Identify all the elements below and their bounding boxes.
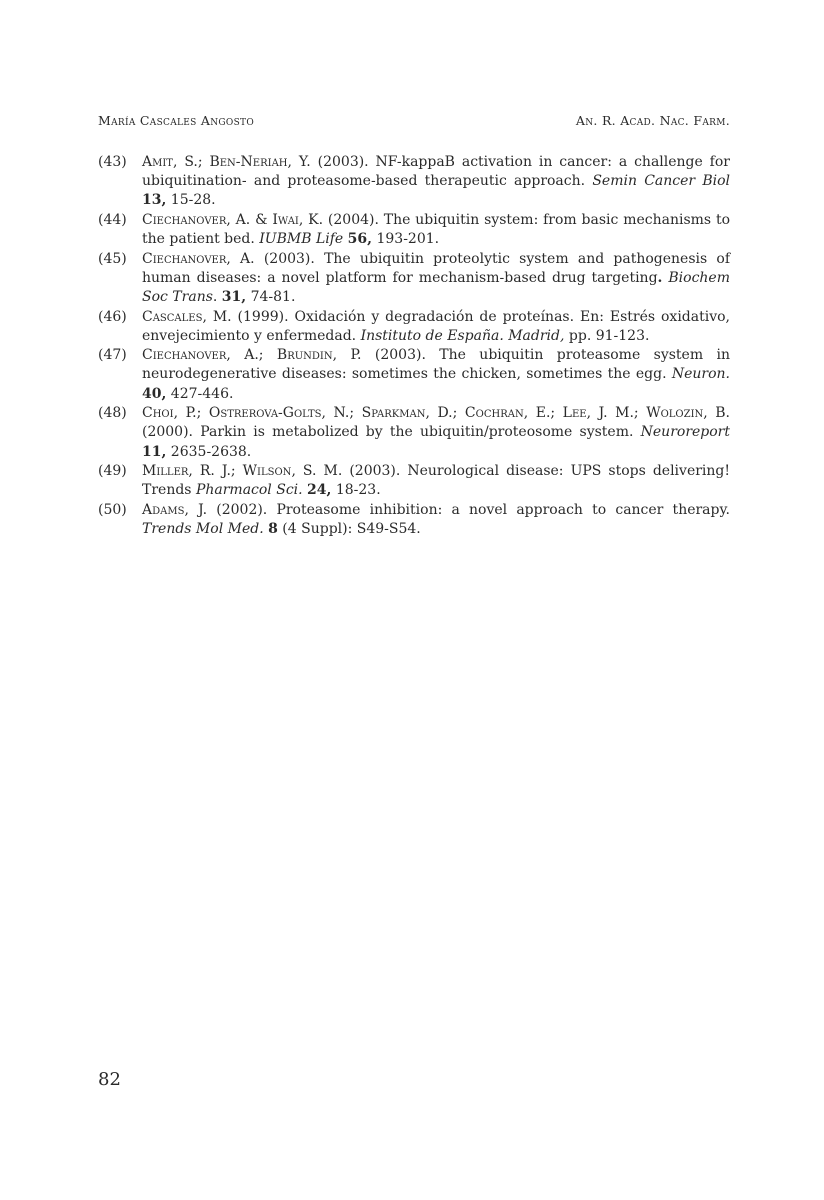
reference-item <box>98 501 730 539</box>
page-number: 82 <box>98 1069 121 1090</box>
author-surname: Ciechanover <box>142 211 227 228</box>
author-surname: Iwai <box>272 211 299 228</box>
reference-number: (48) <box>98 405 127 422</box>
author-surname: Adams <box>142 501 185 518</box>
reference-text <box>142 251 730 305</box>
volume-number: 31, <box>221 289 247 306</box>
reference-text-run: , N.; <box>321 405 362 422</box>
volume-number: 56, <box>347 231 373 248</box>
reference-text-run: 74-81. <box>246 289 296 306</box>
author-surname: Ben-Neriah <box>209 154 288 170</box>
reference-list <box>98 153 730 539</box>
author-surname: Amit <box>142 154 173 170</box>
author-surname: Ciechanover <box>142 347 227 364</box>
reference-item <box>98 250 730 308</box>
reference-text-run: , S.; <box>172 154 210 170</box>
volume-number: 8 <box>268 520 278 537</box>
reference-number: (45) <box>98 250 127 267</box>
journal-title: IUBMB Life <box>259 231 344 248</box>
author-surname: Ostrerova-Golts <box>208 405 322 422</box>
journal-title: Semin Cancer Biol <box>592 173 730 190</box>
reference-text-run: 2635-2638. <box>166 443 252 460</box>
journal-title: Neuroreport <box>640 424 730 441</box>
reference-item <box>98 153 730 211</box>
reference-text-run: 15-28. <box>166 192 216 209</box>
running-head <box>98 113 730 133</box>
reference-text-run: , P. (2003). The ubiquitin proteasome system in neurodegenerative diseases: sometimes the chicken, sometimes the egg. <box>142 347 730 383</box>
reference-text-run: , E.; <box>523 405 563 422</box>
reference-text-run: 427-446. <box>166 385 234 402</box>
reference-text-run: , D.; <box>425 405 465 422</box>
author-surname: Wolozin <box>646 405 704 422</box>
volume-number: 40, <box>142 385 167 402</box>
journal-title: Biochem Soc Trans <box>142 269 730 306</box>
reference-text <box>142 309 730 344</box>
author-surname: Brundin <box>276 347 333 364</box>
author-surname: Lee <box>562 405 587 422</box>
reference-text-run: , K. (2004). The ubiquitin system: from basic mechanisms to the patient bed. <box>142 211 730 248</box>
author-surname: Ciechanover <box>142 250 227 267</box>
journal-title: Neuron. <box>671 366 730 383</box>
reference-number: (49) <box>98 463 127 480</box>
author-surname: Cochran <box>464 405 524 422</box>
reference-text-run: , J. (2002). Proteasome inhibition: a novel approach to cancer therapy. <box>184 501 730 518</box>
reference-text <box>142 347 730 401</box>
reference-text-run: , A. (2003). The ubiquitin proteolytic system and pathogenesis of human diseases: a novel platform for mechanism-based drug targeting <box>142 250 730 286</box>
reference-text-run: , R. J.; <box>188 463 243 480</box>
volume-number: 13, <box>142 192 167 209</box>
reference-text-run: , S. M. (2003). Neurological disease: UPS stops delivering! Trends <box>142 463 731 499</box>
reference-text <box>142 405 730 459</box>
reference-text-run: (4 Suppl): S49-S54. <box>277 520 421 537</box>
reference-item <box>98 211 730 249</box>
reference-item <box>98 346 730 404</box>
reference-text-run: , B. (2000). Parkin is metabolized by the ubiquitin/proteosome system. <box>142 405 731 441</box>
reference-text-run: 18-23. <box>331 482 381 499</box>
journal-title: Trends Mol Med. <box>142 520 264 537</box>
reference-number: (44) <box>98 211 127 228</box>
reference-text <box>142 154 730 208</box>
running-head-journal: An. R. Acad. Nac. Farm. <box>575 113 730 128</box>
reference-text-run: , P.; <box>173 405 209 422</box>
publisher-name: Instituto de España. Madrid, <box>360 327 565 344</box>
reference-text <box>142 463 730 498</box>
reference-text-run: pp. 91-123. <box>564 327 650 344</box>
reference-item <box>98 404 730 462</box>
reference-text-run: , J. M.; <box>586 405 647 422</box>
reference-text-run: 193-201. <box>372 231 440 248</box>
reference-number: (50) <box>98 501 127 518</box>
reference-item <box>98 462 730 500</box>
bold-period: . <box>657 269 663 286</box>
reference-number: (46) <box>98 308 127 325</box>
reference-text-run: , A.; <box>226 347 277 364</box>
reference-text-run: , M. (1999). Oxidación y degradación de proteínas. En: Estrés oxidativo, envejecimiento y enfermedad. <box>142 308 730 344</box>
running-head-author: María Cascales Angosto <box>98 113 255 128</box>
reference-text <box>142 502 730 537</box>
reference-number: (47) <box>98 347 127 364</box>
reference-text-run: , A. & <box>226 211 273 228</box>
journal-title: Pharmacol Sci. <box>195 482 303 499</box>
author-surname: Wilson <box>242 463 292 480</box>
reference-number: (43) <box>98 154 127 170</box>
reference-text-run: . <box>212 289 222 306</box>
author-surname: Cascales <box>142 308 203 325</box>
author-surname: Sparkman <box>361 405 426 422</box>
volume-number: 24, <box>307 482 332 499</box>
volume-number: 11, <box>142 443 167 460</box>
reference-item <box>98 308 730 346</box>
reference-text-run: , Y. (2003). NF-kappaB activation in cancer: a challenge for ubiquitination- and proteasome-based therapeutic approach. <box>142 154 730 190</box>
author-surname: Miller <box>142 463 189 480</box>
reference-text <box>142 212 730 247</box>
author-surname: Choi <box>142 405 174 422</box>
